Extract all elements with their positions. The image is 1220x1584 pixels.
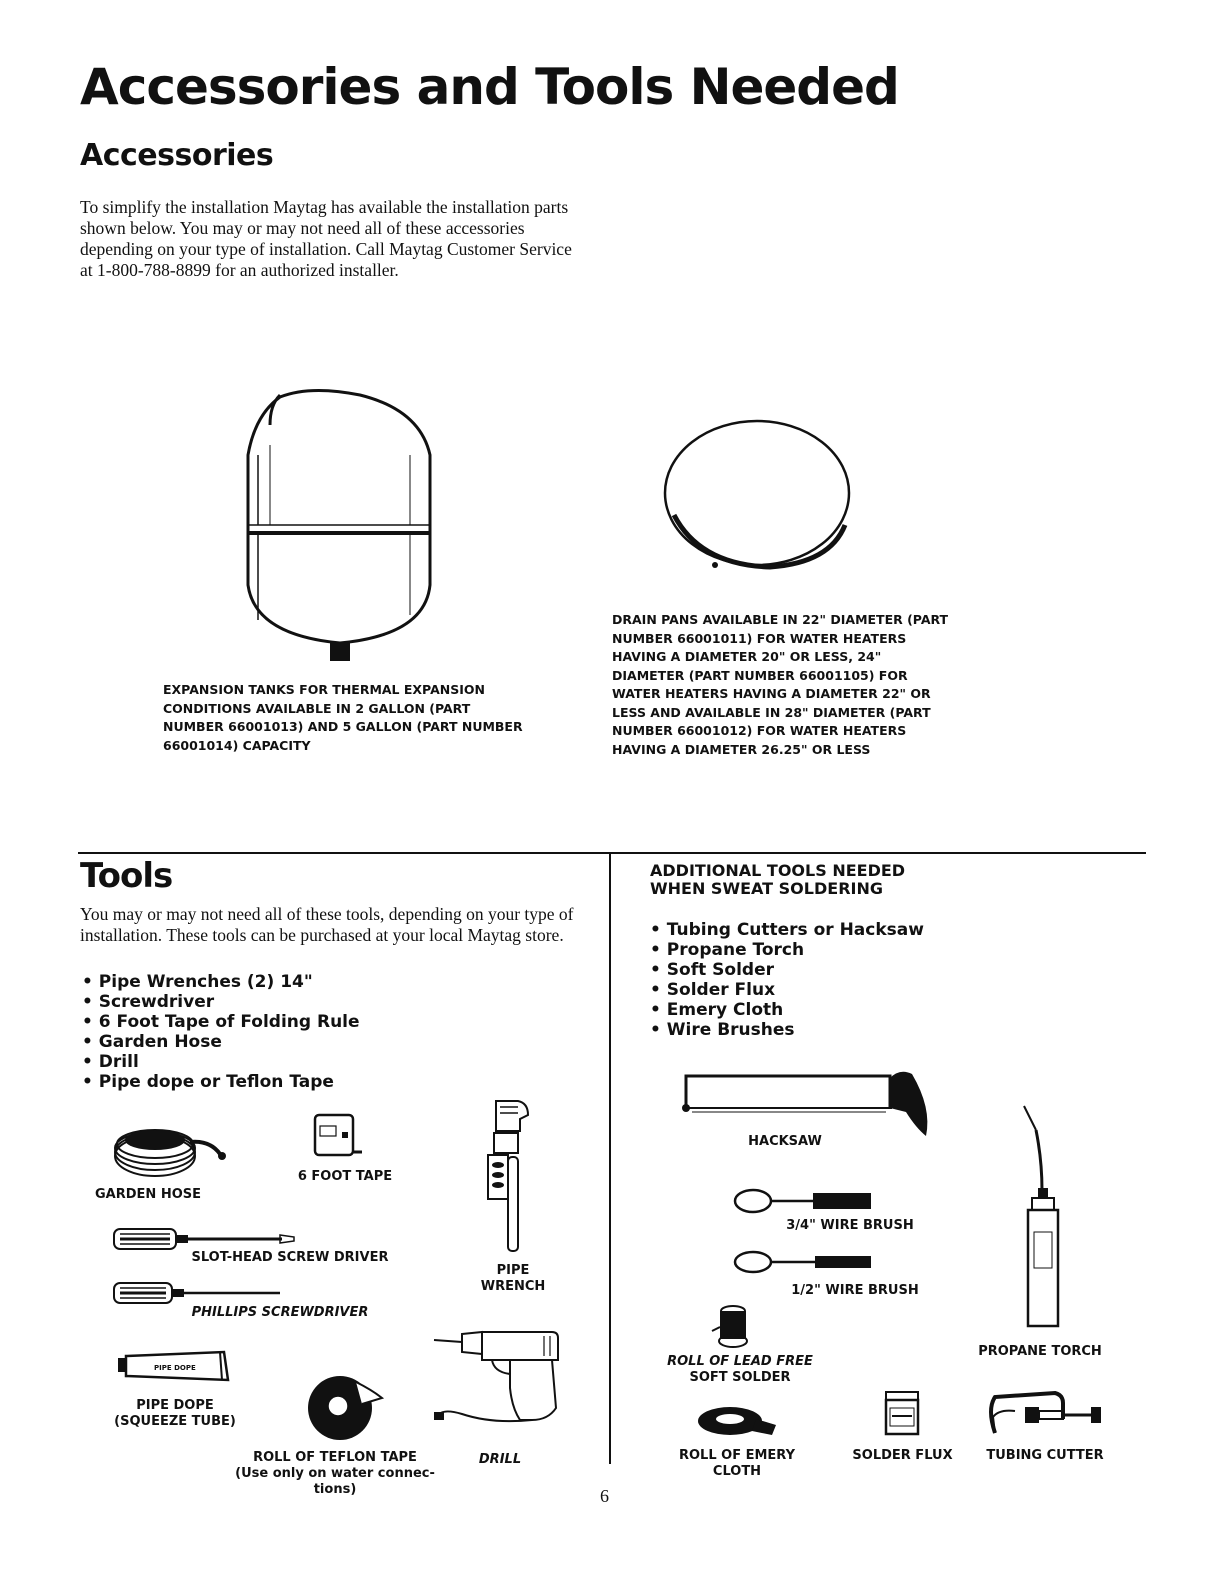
propane-torch-label: PROPANE TORCH — [978, 1344, 1102, 1359]
tubing-cutter-icon — [985, 1389, 1105, 1437]
drill-label: DRILL — [478, 1452, 522, 1467]
list-item: • Pipe dope or Teflon Tape — [82, 1072, 360, 1092]
wire-brush-small-icon — [733, 1248, 878, 1276]
teflon-tape-label — [235, 1450, 435, 1498]
pipe-wrench-icon — [484, 1097, 540, 1255]
drain-pan-caption: DRAIN PANS AVAILABLE IN 22" DIAMETER (PART NUMBER 66001011) FOR WATER HEATERS HAVING A DIAMETER 20" OR LESS, 24" DIAMETER (PART NUMBER 66001105) FOR WATER HEATERS HAVING A DIAMETER 22" OR LESS AND AVAILABLE IN 28" DIAMETER (PART NUMBER 66001012) FOR WATER HEATERS HAVING A DIAMETER 26.25" OR LESS — [612, 612, 949, 757]
sweat-tools-list — [650, 920, 924, 1040]
accessories-intro: To simplify the installation Maytag has available the installation parts shown below. You may or may not need all of these accessories depending on your type of installation. Call Maytag Customer Service at 1-800-788-8899 for an authorized installer. — [80, 197, 572, 280]
tubing-cutter-label: TUBING CUTTER — [986, 1448, 1104, 1463]
solder-flux-label: SOLDER FLUX — [852, 1448, 953, 1463]
brush-34-label: 3/4" WIRE BRUSH — [786, 1218, 914, 1233]
pipe-dope-label — [100, 1398, 250, 1430]
teflon-tape-icon — [306, 1372, 386, 1444]
list-item: • Soft Solder — [650, 960, 924, 980]
list-item: • 6 Foot Tape of Folding Rule — [82, 1012, 360, 1032]
pipe-dope-label-line: (SQUEEZE TUBE) — [114, 1414, 236, 1429]
list-item: • Screwdriver — [82, 992, 360, 1012]
tools-intro: You may or may not need all of these tools, depending on your type of installation. These tools can be purchased at your local Maytag store. — [80, 904, 574, 945]
foot-tape-label: 6 FOOT TAPE — [297, 1169, 393, 1184]
emery-label-line: ROLL OF EMERY — [678, 1448, 796, 1463]
garden-hose-label: GARDEN HOSE — [95, 1187, 201, 1202]
list-item: • Wire Brushes — [650, 1020, 924, 1040]
slot-screwdriver-icon — [112, 1226, 297, 1252]
column-divider — [609, 852, 611, 1464]
page-number: 6 — [600, 1486, 609, 1506]
section-divider — [78, 852, 1146, 854]
phillips-screwdriver-icon — [112, 1281, 287, 1305]
list-item: • Pipe Wrenches (2) 14" — [82, 972, 360, 992]
solder-spool-icon — [710, 1303, 756, 1349]
tube-print-text: PIPE DOPE — [154, 1364, 196, 1372]
emery-label-line: CLOTH — [712, 1464, 762, 1479]
wire-brush-large-icon — [733, 1186, 878, 1216]
hacksaw-label: HACKSAW — [748, 1134, 822, 1149]
pipe-wrench-label-line: WRENCH — [480, 1279, 546, 1294]
accessories-heading: Accessories — [80, 138, 274, 173]
phillips-label: PHILLIPS SCREWDRIVER — [191, 1305, 369, 1320]
solder-label-line: ROLL OF LEAD FREE — [667, 1354, 813, 1369]
pipe-wrench-label — [460, 1263, 566, 1295]
list-item: • Garden Hose — [82, 1032, 360, 1052]
sweat-heading-line: WHEN SWEAT SOLDERING — [650, 879, 883, 898]
solder-label-line: SOFT SOLDER — [689, 1370, 791, 1385]
expansion-tank-illustration — [230, 385, 450, 675]
emery-cloth-icon — [696, 1403, 778, 1441]
pipe-dope-tube-icon — [116, 1350, 232, 1382]
teflon-label-line: (Use only on water connec- — [235, 1466, 435, 1481]
tape-measure-icon — [312, 1112, 362, 1162]
slot-screwdriver-label: SLOT-HEAD SCREW DRIVER — [191, 1250, 389, 1265]
drain-pan-illustration — [660, 415, 855, 575]
sweat-soldering-heading — [650, 862, 905, 898]
list-item: • Emery Cloth — [650, 1000, 924, 1020]
propane-torch-icon — [1018, 1100, 1068, 1328]
pipe-wrench-label-line: PIPE — [496, 1263, 530, 1278]
expansion-tank-caption: EXPANSION TANKS FOR THERMAL EXPANSION CONDITIONS AVAILABLE IN 2 GALLON (PART NUMBER 66001013) AND 5 GALLON (PART NUMBER 66001014) CAPACITY — [163, 682, 523, 753]
brush-12-label: 1/2" WIRE BRUSH — [791, 1283, 919, 1298]
list-item: • Propane Torch — [650, 940, 924, 960]
list-item: • Solder Flux — [650, 980, 924, 1000]
solder-label — [665, 1354, 815, 1386]
solder-flux-icon — [882, 1390, 922, 1438]
sweat-heading-line: ADDITIONAL TOOLS NEEDED — [650, 861, 906, 880]
hacksaw-icon — [680, 1068, 935, 1138]
tools-list — [82, 972, 360, 1092]
pipe-dope-label-line: PIPE DOPE — [136, 1398, 214, 1413]
garden-hose-icon — [110, 1120, 230, 1182]
page-title: Accessories and Tools Needed — [80, 58, 899, 116]
teflon-label-line: tions) — [313, 1482, 357, 1497]
emery-cloth-label — [662, 1448, 812, 1480]
list-item: • Drill — [82, 1052, 360, 1072]
teflon-label-line: ROLL OF TEFLON TAPE — [253, 1450, 417, 1465]
tools-heading: Tools — [80, 856, 173, 896]
drill-icon — [432, 1328, 562, 1428]
list-item: • Tubing Cutters or Hacksaw — [650, 920, 924, 940]
